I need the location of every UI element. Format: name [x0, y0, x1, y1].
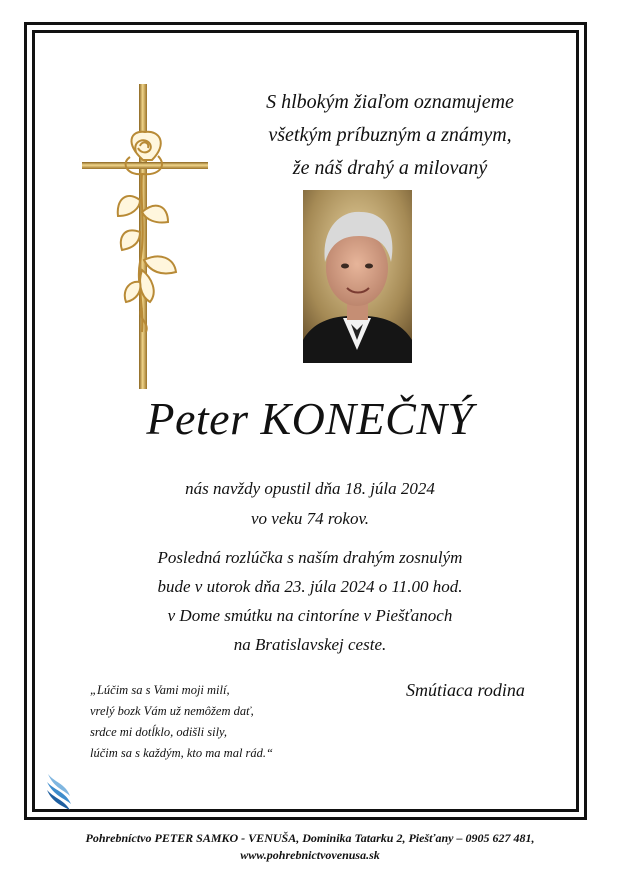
funeral-line: na Bratislavskej ceste.	[233, 635, 387, 654]
portrait-photo	[303, 190, 412, 363]
venusa-logo-icon	[44, 770, 76, 810]
footer-website[interactable]: www.pohrebnictvovenusa.sk	[240, 848, 380, 862]
poem-line: srdce mi dotĺklo, odišli sily,	[90, 725, 228, 739]
farewell-poem	[90, 680, 273, 764]
funeral-line: bude v utorok dňa 23. júla 2024 o 11.00 hod.	[157, 577, 463, 596]
cross-with-rose-icon	[80, 82, 210, 392]
poem-line: lúčim sa s každým, kto ma mal rád.“	[90, 746, 273, 760]
intro-line: S hlbokým žiaľom oznamujeme	[266, 91, 514, 113]
mourning-family: Smútiaca rodina	[406, 680, 525, 700]
deceased-name: Peter KONEČNÝ	[146, 393, 474, 444]
footer-company: Pohrebníctvo PETER SAMKO - VENUŠA, Dominika Tatarku 2, Piešťany – 0905 627 481,	[85, 831, 535, 845]
age-line: vo veku 74 rokov.	[251, 509, 369, 528]
intro-text	[220, 86, 560, 185]
poem-line: vrelý bozk Vám už nemôžem dať,	[90, 704, 254, 718]
funeral-info	[60, 543, 560, 659]
death-line: nás navždy opustil dňa 18. júla 2024	[185, 479, 435, 498]
funeral-line: v Dome smútku na cintoríne v Piešťanoch	[167, 606, 453, 625]
death-info	[60, 474, 560, 534]
footer	[0, 830, 620, 864]
funeral-line: Posledná rozlúčka s naším drahým zosnulým	[157, 548, 463, 567]
poem-line: „Lúčim sa s Vami moji milí,	[90, 683, 230, 697]
intro-line: všetkým príbuzným a známym,	[268, 124, 512, 146]
intro-line: že náš drahý a milovaný	[292, 157, 488, 179]
